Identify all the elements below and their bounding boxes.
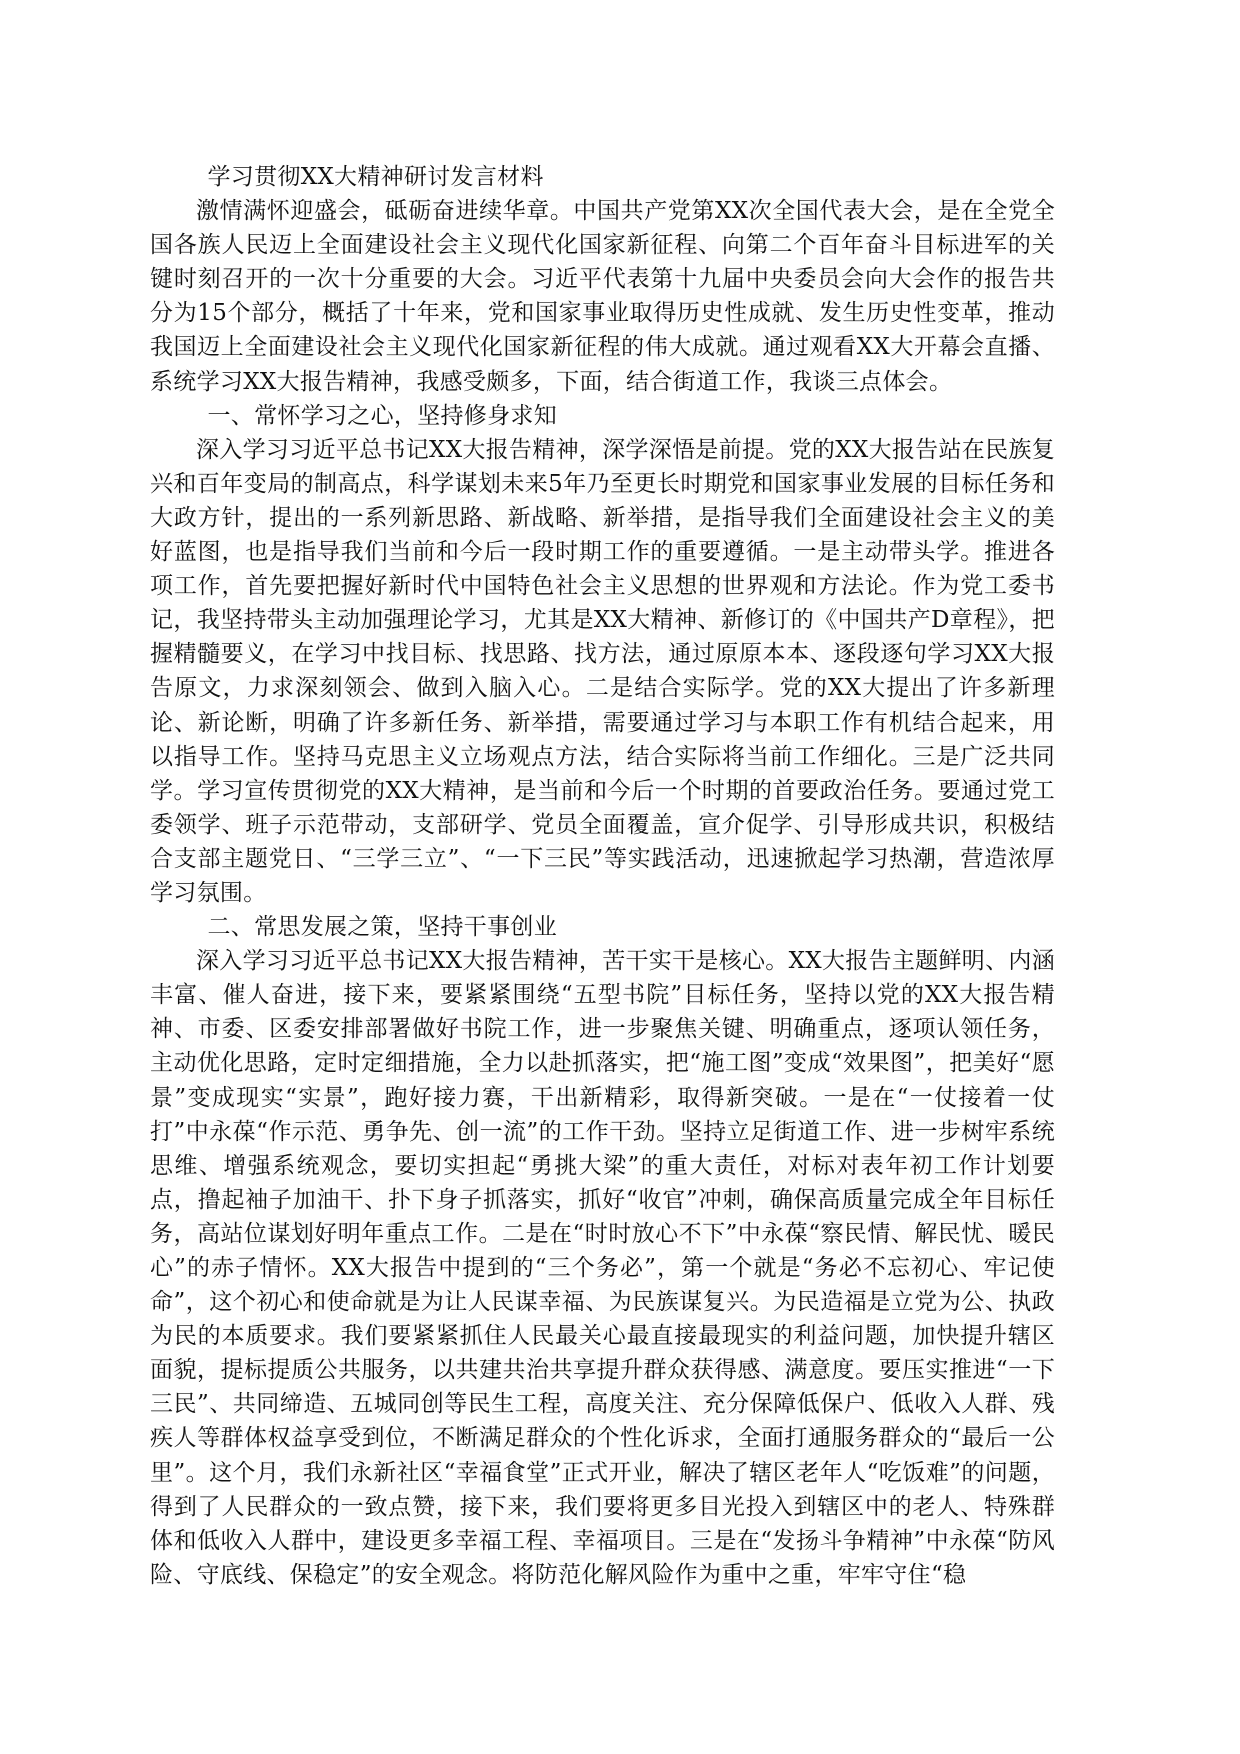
- intro-paragraph: 激情满怀迎盛会，砥砺奋进续华章。中国共产党第XX次全国代表大会，是在全党全国各族人民迈上全面建设社会主义现代化国家新征程、向第二个百年奋斗目标进军的关键时刻召开的一次十分重要的大会。习近平代表第十九届中央委员会向大会作的报告共分为15个部分，概括了十年来，党和国家事业取得历史性成就、发生历史性变革，推动我国迈上全面建设社会主义现代化国家新征程的伟大成就。通过观看XX大开幕会直播、系统学习XX大报告精神，我感受颇多，下面，结合街道工作，我谈三点体会。: [150, 198, 1055, 395]
- section-1-paragraph: 深入学习习近平总书记XX大报告精神，深学深悟是前提。党的XX大报告站在民族复兴和百年变局的制高点，科学谋划未来5年乃至更长时期党和国家事业发展的目标任务和大政方针，提出的一系列新思路、新战略、新举措，是指导我们全面建设社会主义的美好蓝图，也是指导我们当前和今后一段时期工作的重要遵循。一是主动带头学。推进各项工作，首先要把握好新时代中国特色社会主义思想的世界观和方法论。作为党工委书记，我坚持带头主动加强理论学习，尤其是XX大精神、新修订的《中国共产D章程》，把握精髓要义，在学习中找目标、找思路、找方法，通过原原本本、逐段逐句学习XX大报告原文，力求深刻领会、做到入脑入心。二是结合实际学。党的XX大提出了许多新理论、新论断，明确了许多新任务、新举措，需要通过学习与本职工作有机结合起来，用以指导工作。坚持马克思主义立场观点方法，结合实际将当前工作细化。三是广泛共同学。学习宣传贯彻党的XX大精神，是当前和今后一个时期的首要政治任务。要通过党工委领学、班子示范带动，支部研学、党员全面覆盖，宣介促学、引导形成共识，积极结合支部主题党日、“三学三立”、“一下三民”等实践活动，迅速掀起学习热潮，营造浓厚学习氛围。: [150, 436, 1055, 906]
- section-2-heading: 二、常思发展之策，坚持干事创业: [207, 914, 557, 941]
- section-1-heading: 一、常怀学习之心，坚持修身求知: [207, 402, 557, 429]
- document-title: 学习贯彻XX大精神研讨发言材料: [207, 164, 544, 190]
- section-2-paragraph: 深入学习习近平总书记XX大报告精神，苦干实干是核心。XX大报告主题鲜明、内涵丰富、催人奋进，接下来，要紧紧围绕“五型书院”目标任务，坚持以党的XX大报告精神、市委、区委安排部署做好书院工作，进一步聚焦关键、明确重点，逐项认领任务，主动优化思路，定时定细措施，全力以赴抓落实，把“施工图”变成“效果图”，把美好“愿景”变成现实“实景”，跑好接力赛，干出新精彩，取得新突破。一是在“一仗接着一仗打”中永葆“作示范、勇争先、创一流”的工作干劲。坚持立足街道工作、进一步树牢系统思维、增强系统观念，要切实担起“勇挑大梁”的重大责任，对标对表年初工作计划要点，撸起袖子加油干、扑下身子抓落实，抓好“收官”冲刺，确保高质量完成全年目标任务，高站位谋划好明年重点工作。二是在“时时放心不下”中永葆“察民情、解民忧、暖民心”的赤子情怀。XX大报告中提到的“三个务必”，第一个就是“务必不忘初心、牢记使命”，这个初心和使命就是为让人民谋幸福、为民族谋复兴。为民造福是立党为公、执政为民的本质要求。我们要紧紧抓住人民最关心最直接最现实的利益问题，加快提升辖区面貌，提标提质公共服务，以共建共治共享提升群众获得感、满意度。要压实推进“一下三民”、共同缔造、五城同创等民生工程，高度关注、充分保障低保户、低收入人群、残疾人等群体权益享受到位，不断满足群众的个性化诉求，全面打通服务群众的“最后一公里”。这个月，我们永新社区“幸福食堂”正式开业，解决了辖区老年人“吃饭难”的问题，得到了人民群众的一致点赞，接下来，我们要将更多目光投入到辖区中的老人、特殊群体和低收入人群中，建设更多幸福工程、幸福项目。三是在“发扬斗争精神”中永葆“防风险、守底线、保稳定”的安全观念。将防范化解风险作为重中之重，牢牢守住“稳: [150, 948, 1055, 1588]
- document-body: [150, 160, 1055, 1592]
